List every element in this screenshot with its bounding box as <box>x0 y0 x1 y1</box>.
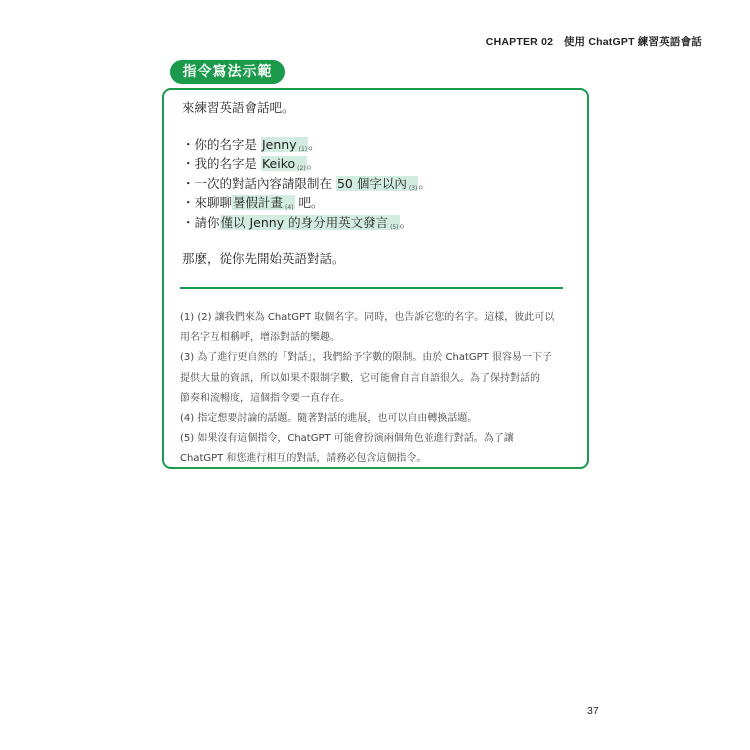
prompt-example-box <box>162 88 589 469</box>
prompt-bullet: ・我的名字是 Keiko $_{(2)}$。 <box>182 156 320 172</box>
prompt-intro: 來練習英語會話吧。 <box>182 100 295 115</box>
page-number: 37 <box>587 705 599 717</box>
note-line: (3) 為了進行更自然的「對話」，我們給予字數的限制。由於 ChatGPT 很容易一下子 <box>180 352 552 364</box>
chapter-header: CHAPTER 02 使用 ChatGPT 練習英語會話 <box>485 36 702 48</box>
footnote-ref: (4) <box>285 204 294 211</box>
footnote-ref: (3) <box>408 184 418 192</box>
note-line: 用名字互相稱呼，增添對話的樂趣。 <box>180 332 340 344</box>
prompt-bullet: ・一次的對話內容請限制在 50 個字以內 $_{(3)}$。 <box>182 175 431 192</box>
note-line: (5) 如果沒有這個指令，ChatGPT 可能會扮演兩個角色並進行對話。為了讓 <box>180 433 514 445</box>
highlight: Keiko $_{(2)}$ <box>261 156 306 172</box>
highlight: 暑假計畫 $_{(4)}$ <box>233 195 294 211</box>
divider <box>180 287 563 289</box>
highlight: 僅以 Jenny 的身分用英文發言 $_{(5)}$ <box>220 214 399 231</box>
highlight: 50 個字以內 $_{(3)}$ <box>336 175 418 192</box>
footnote-ref: (2) <box>297 165 306 172</box>
footnote-ref: (1) <box>298 145 308 153</box>
highlight: Jenny $_{(1)}$ <box>261 136 308 153</box>
notes <box>180 308 580 470</box>
note-line: (1) (2) 讓我們來為 ChatGPT 取個名字。同時，也告訴它您的名字。這樣，彼此可以 <box>180 312 555 323</box>
note-line: ChatGPT 和您進行相互的對話，請務必包含這個指令。 <box>180 453 427 465</box>
note-line: 提供大量的資訊，所以如果不限制字數，它可能會自言自語很久。為了保持對話的 <box>180 372 540 384</box>
prompt-bullet: ・請你僅以 Jenny 的身分用英文發言 $_{(5)}$。 <box>182 214 413 231</box>
note-line: (4) 指定想要討論的話題。隨著對話的進展，也可以自由轉換話題。 <box>180 412 478 424</box>
note-line: 節奏和流暢度，這個指令要一直存在。 <box>180 392 350 404</box>
prompt-text <box>182 98 431 269</box>
prompt-bullet: ・你的名字是 Jenny $_{(1)}$。 <box>182 136 321 153</box>
footnote-ref: (5) <box>390 223 399 231</box>
prompt-closing: 那麼，從你先開始英語對話。 <box>182 251 345 266</box>
prompt-bullet: ・來聊聊暑假計畫 $_{(4)}$ 吧。 <box>182 195 324 211</box>
section-label: 指令寫法示範 <box>170 60 285 84</box>
